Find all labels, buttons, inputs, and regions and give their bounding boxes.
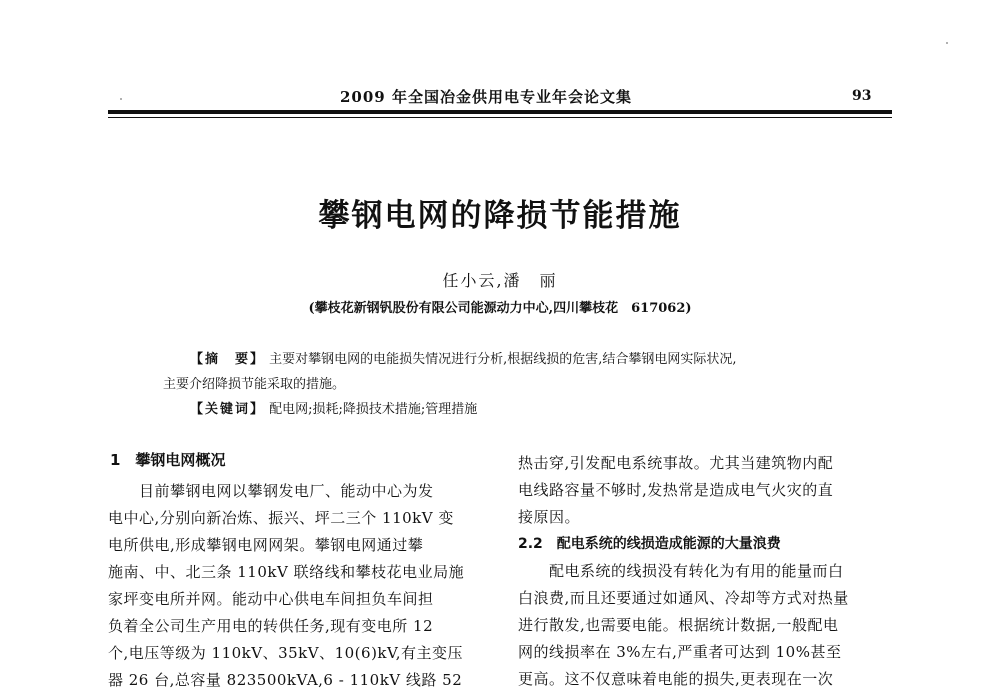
keywords-line — [190, 398, 477, 417]
header-rule-thick — [108, 110, 892, 114]
abstract-label: 【摘 要】 — [190, 352, 266, 367]
section-heading-1: 1 攀钢电网概况 — [110, 451, 226, 469]
running-header-title: 2009 年全国冶金供用电专业年会论文集 — [340, 88, 632, 106]
abstract-text-1: 主要对攀钢电网的电能损失情况进行分析,根据线损的危害,结合攀钢电网实际状况, — [269, 352, 737, 367]
left-line: 电所供电,形成攀钢电网网架。攀钢电网通过攀 — [108, 536, 424, 554]
paper-authors: 任小云,潘 丽 — [442, 271, 558, 290]
page-number: 93 — [852, 88, 872, 104]
right-line: 更高。这不仅意味着电能的损失,更表现在一次 — [518, 670, 834, 688]
right-line: 网的线损率在 3%左右,严重者可达到 10%甚至 — [518, 643, 842, 661]
right-line: 接原因。 — [518, 508, 581, 526]
keywords-text: 配电网;损耗;降损技术措施;管理措施 — [269, 402, 478, 417]
left-line: 器 26 台,总容量 823500kVA,6 - 110kV 线路 52 — [108, 671, 463, 689]
left-line: 个,电压等级为 110kV、35kV、10(6)kV,有主变压 — [108, 644, 464, 662]
header-rule-thin — [108, 117, 892, 118]
right-line: 配电系统的线损没有转化为有用的能量而白 — [518, 562, 844, 580]
right-line: 白浪费,而且还要通过如通风、冷却等方式对热量 — [518, 589, 849, 607]
right-line: 电线路容量不够时,发热常是造成电气火灾的直 — [518, 481, 834, 499]
paper-title: 攀钢电网的降损节能措施 — [318, 198, 682, 234]
right-line: 热击穿,引发配电系统事故。尤其当建筑物内配 — [518, 454, 834, 472]
left-line: 目前攀钢电网以攀钢发电厂、能动中心为发 — [108, 482, 434, 500]
left-line: 家坪变电所并网。能动中心供电车间担负车间担 — [108, 590, 434, 608]
abstract-line-1 — [190, 348, 737, 367]
left-line: 施南、中、北三条 110kV 联络线和攀枝花电业局施 — [108, 563, 465, 581]
subsection-heading-2-2: 2.2 配电系统的线损造成能源的大量浪费 — [518, 536, 781, 552]
scan-speck — [120, 98, 122, 100]
abstract-line-2: 主要介绍降损节能采取的措施。 — [163, 377, 346, 392]
paper-affiliation: (攀枝花新钢钒股份有限公司能源动力中心,四川攀枝花 617062) — [308, 301, 692, 316]
left-line: 负着全公司生产用电的转供任务,现有变电所 12 — [108, 617, 434, 635]
left-line: 电中心,分别向新冶炼、振兴、坪二三个 110kV 变 — [108, 509, 454, 527]
keywords-label: 【关键词】 — [190, 402, 266, 417]
scan-speck — [946, 42, 948, 44]
right-line: 进行散发,也需要电能。根据统计数据,一般配电 — [518, 616, 839, 634]
